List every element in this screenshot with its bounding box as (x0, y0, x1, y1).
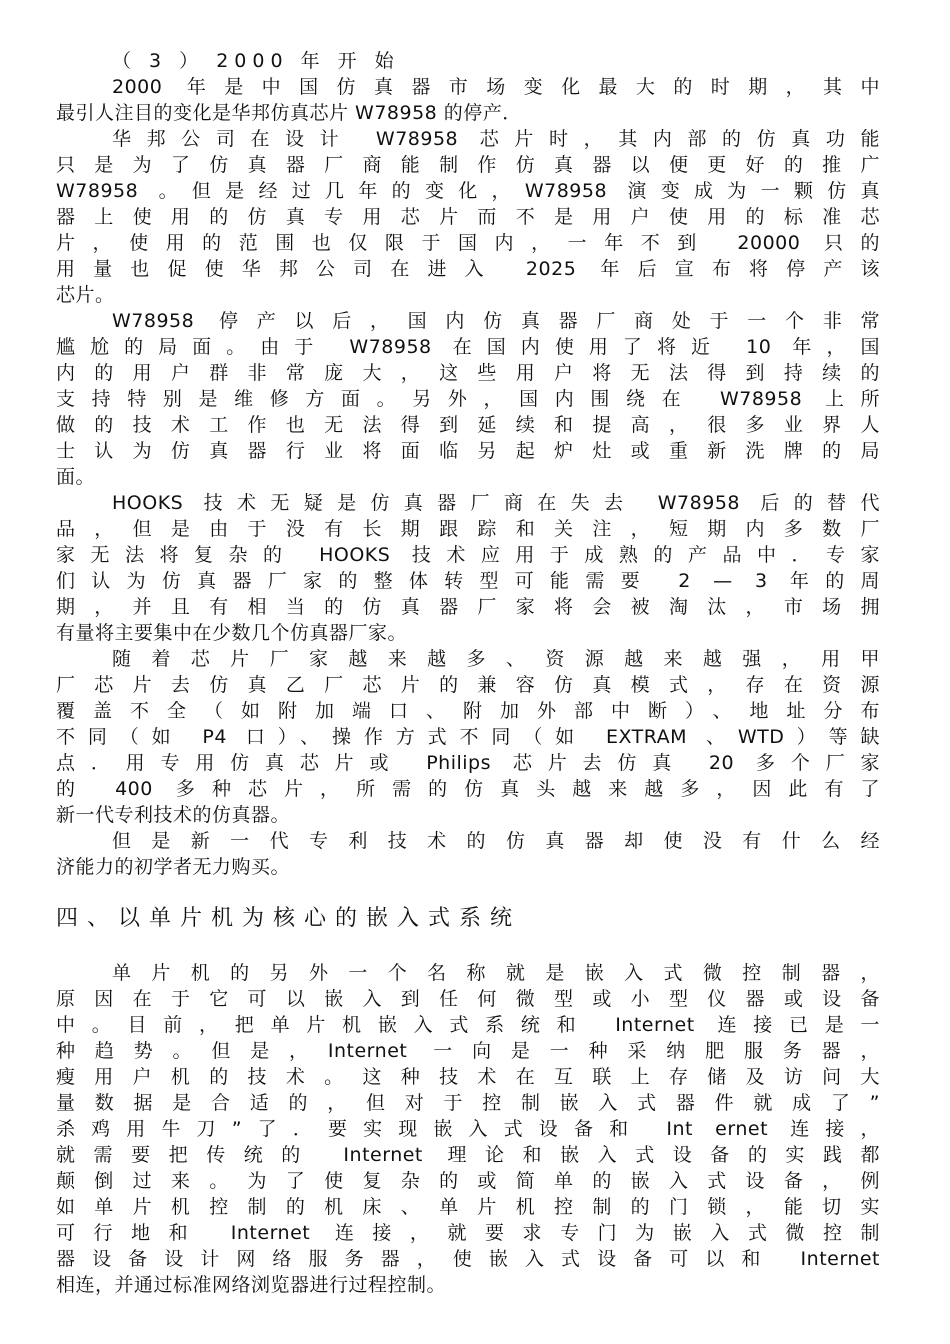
text-line: 期，并且有相当的仿真器厂家将会被淘汰，市场拥 (56, 596, 880, 618)
text-line: 但是新一代专利技术的仿真器却使没有什么经 (112, 830, 880, 852)
text-line: 厂芯片去仿真乙厂芯片的兼容仿真模式，存在资源 (56, 674, 880, 696)
text-line: 颠倒过来。为了使复杂的或简单的嵌入式设备，例 (56, 1170, 880, 1192)
text-line: 器设备设计网络服务器，使嵌入式设备可以和 Internet (56, 1248, 880, 1270)
text-line: 新一代专利技术的仿真器。 (56, 804, 291, 826)
text-line: 如单片机控制的机床、单片机控制的门锁，能切实 (56, 1196, 880, 1218)
text-line: 种趋势。但是，Internet 一向是一种采纳肥服务器， (56, 1040, 880, 1062)
text-line: 做的技术工作也无法得到延续和提高，很多业界人 (56, 414, 880, 436)
subsection-heading: （ 3 ） 2000 年 开 始 (112, 50, 400, 72)
text-line: 支持特别是维修方面。另外，国内围绕在 W78958 上所 (56, 388, 880, 410)
text-line: 随着芯片厂家越来越多、资源越来越强，用甲 (112, 648, 880, 670)
text-line: 单片机的另外一个名称就是嵌入式微控制器， (112, 962, 880, 984)
text-line: 可行地和 Internet 连接，就要求专门为嵌入式微控制 (56, 1222, 880, 1244)
text-line: 华邦公司在设计 W78958 芯片时，其内部的仿真功能 (112, 128, 880, 150)
text-line: 中。目前，把单片机嵌入式系统和 Internet 连接已是一 (56, 1014, 880, 1036)
text-line: 器上使用的仿真专用芯片而不是用户使用的标准芯 (56, 206, 880, 228)
text-line: 相连，并通过标准网络浏览器进行过程控制。 (56, 1274, 447, 1296)
text-line: 有量将主要集中在少数几个仿真器厂家。 (56, 622, 408, 644)
text-line: 片，使用的范围也仅限于国内，一年不到 20000 只的 (56, 232, 880, 254)
text-line: 用量也促使华邦公司在进入 2025 年后宣布将停产该 (56, 258, 880, 280)
text-line: 覆盖不全（如附加端口、附加外部中断）、地址分布 (56, 700, 880, 722)
text-line: W78958 。但是经过几年的变化，W78958 演变成为一颗仿真 (56, 180, 880, 202)
text-line: 瘦用户机的技术。这种技术在互联上存储及访问大 (56, 1066, 880, 1088)
text-line: 点．用专用仿真芯片或 Philips 芯片去仿真 20 多个厂家 (56, 752, 880, 774)
text-line: 济能力的初学者无力购买。 (56, 856, 291, 878)
text-line: 量数据是合适的，但对于控制嵌入式器件就成了” (56, 1092, 880, 1114)
text-line: HOOKS 技术无疑是仿真器厂商在失去 W78958 后的替代 (112, 492, 880, 514)
text-line: 只是为了仿真器厂商能制作仿真器以便更好的推广 (56, 154, 880, 176)
text-line: 芯片。 (56, 284, 115, 306)
text-line: 杀鸡用牛刀”了．要实现嵌入式设备和 Int ernet 连接， (56, 1118, 880, 1140)
text-line: 就需要把传统的 Internet 理论和嵌入式设备的实践都 (56, 1144, 880, 1166)
text-line: 面。 (56, 466, 96, 488)
text-line: 的 400 多种芯片，所需的仿真头越来越多，因此有了 (56, 778, 880, 800)
text-line: W78958 停产以后，国内仿真器厂商处于一个非常 (112, 310, 880, 332)
text-line: 士认为仿真器行业将面临另起炉灶或重新洗牌的局 (56, 440, 880, 462)
text-line: 家无法将复杂的 HOOKS 技术应用于成熟的产品中．专家 (56, 544, 880, 566)
text-line: 尴尬的局面。由于 W78958 在国内使用了将近 10 年，国 (56, 336, 880, 358)
text-line: 2000 年是中国仿真器市场变化最大的时期，其中 (112, 76, 880, 98)
text-line: 品，但是由于没有长期跟踪和关注，短期内多数厂 (56, 518, 880, 540)
text-line: 内的用户群非常庞大，这些用户将无法得到持续的 (56, 362, 880, 384)
text-line: 最引人注目的变化是华邦仿真芯片 W78958 的停产． (56, 102, 522, 124)
text-line: 们认为仿真器厂家的整体转型可能需要 2 — 3 年的周 (56, 570, 880, 592)
section-heading: 四、以单片机为核心的嵌入式系统 (56, 906, 522, 931)
text-line: 不同（如 P4 口）、操作方式不同（如 EXTRAM 、WTD）等缺 (56, 726, 880, 748)
text-line: 原因在于它可以嵌入到任何微型或小型仪器或设备 (56, 988, 880, 1010)
